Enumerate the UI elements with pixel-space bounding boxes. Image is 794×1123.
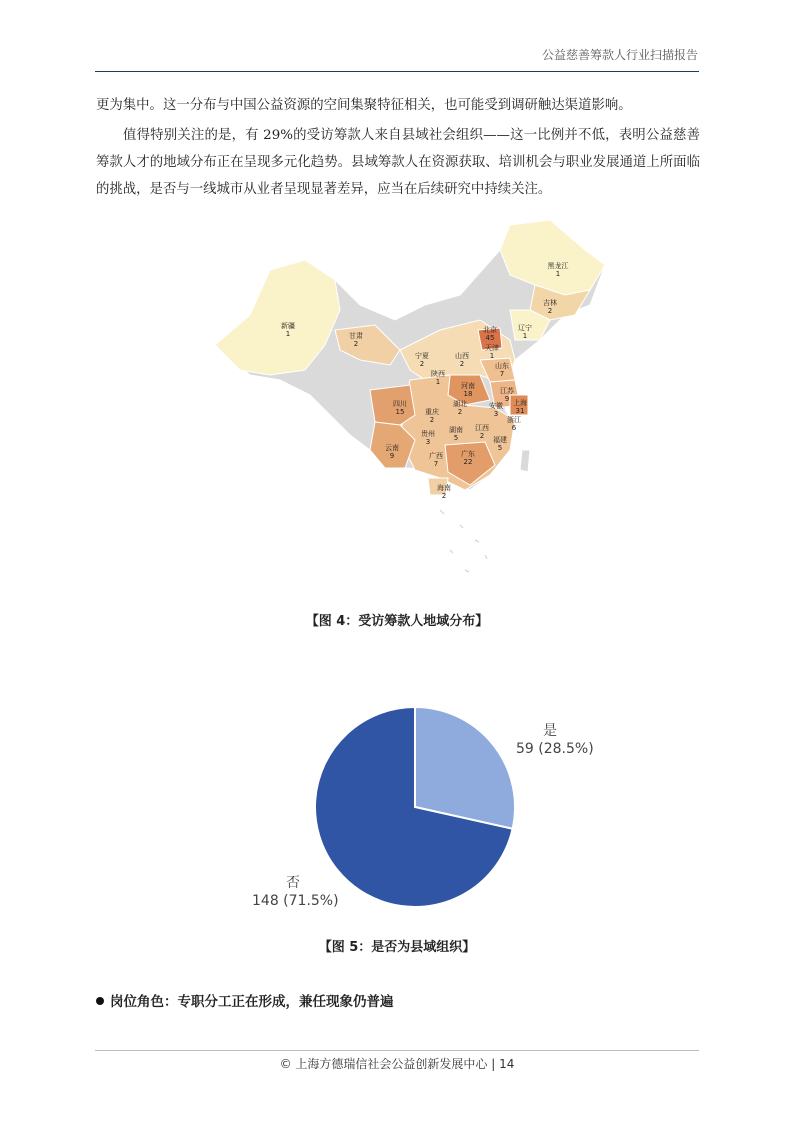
paragraph-1: 更为集中。这一分布与中国公益资源的空间集聚特征相关，也可能受到调研触达渠道影响。 — [96, 98, 632, 113]
province-value-label: 1 — [435, 378, 441, 386]
section-bullet-text: 岗位角色：专职分工正在形成，兼任现象仍普遍 — [110, 994, 394, 1010]
pie-label-yes-value: 59 (28.5%) — [516, 741, 594, 757]
pie-label-yes-name: 是 — [543, 723, 557, 739]
province-value-label: 1 — [522, 332, 528, 340]
china-map — [210, 210, 610, 600]
south-sea-islands — [440, 510, 487, 572]
page-header-title: 公益慈善筹款人行业扫描报告 — [541, 48, 698, 62]
bullet-dot-icon — [96, 997, 104, 1005]
province-name-label: 安徽 — [489, 402, 503, 410]
province-name-label: 新疆 — [281, 322, 295, 330]
paragraph-2: 值得特别关注的是，有 29%的受访筹款人来自县域社会组织——这一比例并不低，表明公益慈善筹款人才的地域分布正在呈现多元化趋势。县域筹款人在资源获取、培训机会与职业发展通道上所面临的挑战，是否与一线城市从业者呈现显著差异，应当在后续研究中持续关注。 — [96, 128, 700, 197]
pie-chart — [240, 695, 620, 915]
province-name-label: 海南 — [437, 484, 451, 492]
province-name-label: 广东 — [461, 450, 475, 458]
province-name-label: 贵州 — [421, 430, 435, 438]
province-value-label: 1 — [285, 330, 291, 338]
province-name-label: 陕西 — [431, 370, 445, 378]
province-value-label: 3 — [425, 438, 431, 446]
province-value-label: 2 — [441, 492, 447, 500]
province-value-label: 45 — [485, 334, 495, 342]
region-taiwan — [520, 450, 530, 472]
province-name-label: 江西 — [475, 424, 489, 432]
province-name-label: 江苏 — [500, 387, 514, 395]
pie-label-no-value: 148 (71.5%) — [252, 893, 339, 909]
province-name-label: 河南 — [461, 382, 475, 390]
province-value-label: 2 — [479, 432, 485, 440]
province-name-label: 北京 — [483, 326, 497, 334]
province-value-label: 2 — [547, 307, 553, 315]
province-name-label: 云南 — [385, 444, 399, 452]
province-name-label: 天津 — [485, 344, 499, 352]
province-name-label: 吉林 — [543, 299, 557, 307]
province-name-label: 广西 — [429, 452, 443, 460]
province-name-label: 辽宁 — [518, 324, 532, 332]
page-footer: © 上海方德瑞信社会公益创新发展中心 | 14 — [279, 1057, 515, 1071]
province-name-label: 黑龙江 — [547, 262, 569, 270]
county-org-pie-figure — [240, 695, 620, 915]
province-value-label: 5 — [497, 444, 503, 452]
province-name-label: 甘肃 — [349, 332, 363, 340]
province-value-label: 2 — [353, 340, 359, 348]
figure-5-caption: 【图 5：是否为县域组织】 — [318, 940, 476, 955]
province-name-label: 宁夏 — [415, 352, 429, 360]
province-name-label: 重庆 — [425, 408, 439, 416]
province-value-label: 2 — [419, 360, 425, 368]
province-name-label: 上海 — [513, 399, 527, 407]
province-name-label: 浙江 — [507, 416, 521, 424]
figure-4-caption: 【图 4：受访筹款人地域分布】 — [305, 614, 489, 629]
province-name-label: 湖南 — [449, 426, 463, 434]
footer-divider — [95, 1050, 699, 1051]
province-value-label: 7 — [433, 460, 439, 468]
pie-label-no-name: 否 — [286, 875, 300, 891]
province-name-label: 山东 — [495, 362, 509, 370]
province-value-label: 22 — [463, 458, 473, 466]
header-divider — [95, 71, 699, 72]
china-map-figure — [210, 210, 610, 600]
province-name-label: 湖北 — [453, 400, 467, 408]
province-name-label: 四川 — [393, 400, 407, 408]
province-value-label: 5 — [453, 434, 459, 442]
province-name-label: 福建 — [493, 436, 507, 444]
province-value-label: 9 — [389, 452, 395, 460]
province-value-label: 9 — [504, 395, 510, 403]
province-value-label: 2 — [459, 360, 465, 368]
province-name-label: 山西 — [455, 352, 469, 360]
province-value-label: 1 — [555, 270, 561, 278]
province-value-label: 15 — [395, 408, 405, 416]
province-value-label: 1 — [489, 352, 495, 360]
province-value-label: 6 — [511, 424, 517, 432]
province-value-label: 3 — [493, 410, 499, 418]
province-value-label: 31 — [515, 407, 525, 415]
province-value-label: 18 — [463, 390, 473, 398]
province-value-label: 7 — [499, 370, 505, 378]
province-value-label: 2 — [457, 408, 463, 416]
province-value-label: 2 — [429, 416, 435, 424]
section-bullet — [96, 990, 394, 1010]
